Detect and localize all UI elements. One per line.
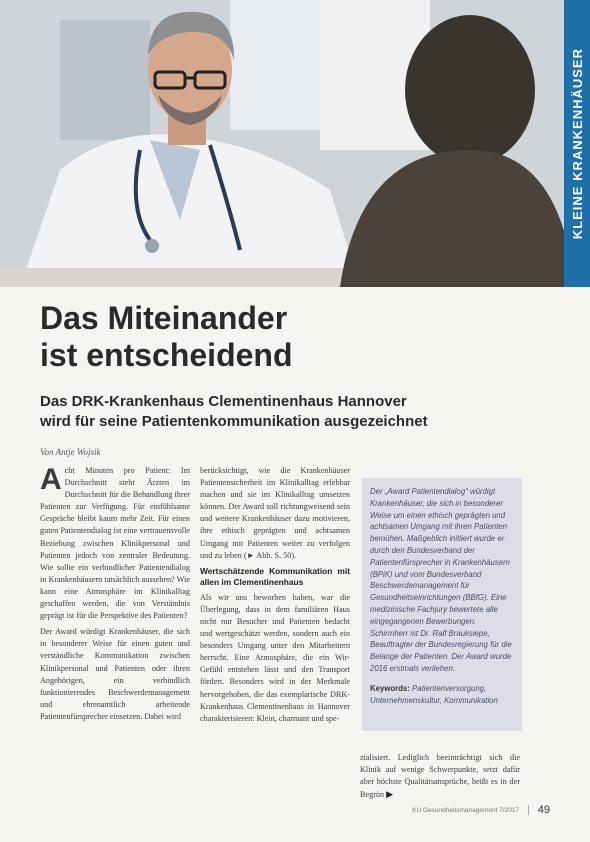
header-photo xyxy=(0,0,590,287)
column-3 xyxy=(360,752,520,805)
page-footer xyxy=(400,804,550,816)
subtitle-line-1: Das DRK-Krankenhaus Clementinenhaus Hannover xyxy=(40,393,407,410)
paragraph-text: cht Minuten pro Patient: Im Durchschnitt steht Ärzten im Durchschnitt für die Behandlung ihrer Patienten zur Verfügung. Für einfühlsame Gespräche bleibt kaum mehr Zeit. Für einen guten Patientendialog ist eine vertrauensvolle Beziehung zwischen Klinikpersonal und Patienten jedoch von zentraler Bedeutung. Wie sollte ein verbindlicher Patientendialog in Krankenhäusern tatsächlich aussehen? Wie kann eine Atmosphäre im Klinikalltag geschaffen werden, die von Verständnis geprägt ist für die Perspektive des Patienten? xyxy=(40,466,190,621)
info-box-text: Der „Award Patientendialog“ würdigt Krankenhäuser, die sich in besonderer Weise um einen ethisch geprägten und achtsamen Umgang mit ihren Patienten bemühen. Maßgeblich initiiert wurde er durch den Bundesverband der Patientenfürsprecher in Krankenhäusern (BPiK) und vom Bundesverband Beschwerdemanagement für Gesundheitseinrichtungen (BBfG). Eine medizinische Fachjury bewertete alle eingegangenen Bewerbungen. Schirmherr ist Dr. Ralf Brauksiepe, Beauftragter der Bundesregierung für die Belange der Patienten. Der Award wurde 2016 erstmals verliehen. xyxy=(370,487,512,673)
keywords-value: Patientenversorgung, Unternehmenskultur, Kommunikation xyxy=(370,683,498,705)
paragraph: berücksichtigt, wie die Krankenhäuser Patientensicherheit im Klinikalltag erlebbar machen und sie im Klinikalltag umsetzen können. Der Award soll richtungweisend sein und weitere Krankenhäuser dazu motivieren, ihre ethisch geprägten und achtsamen Umgang mit Patienten weiter zu verfolgen und zu leben (► Abb. S. 50). xyxy=(200,466,350,560)
article-subtitle xyxy=(40,392,540,432)
paragraph: Der Award würdigt Krankenhäuser, die sich in besonderer Weise für einen guten und verständliche Kommunikation zwischen Klinikpersonal und Patienten oder ihren Angehörigen, ein verbindlich funktionierendes Beschwerdemanagement und ehrenamtlich arbeitende Patientenfürsprecher einsetzen. Dabei wird xyxy=(40,627,190,721)
section-label: KLEINE KRANKENHÄUSER xyxy=(569,47,585,240)
journal-name: KU Gesundheitsmanagement 7/2017 xyxy=(412,806,520,814)
column-2 xyxy=(200,465,350,729)
author-byline: Von Antje Wojsik xyxy=(40,447,101,457)
footer-separator: | xyxy=(527,804,530,816)
column-1 xyxy=(40,465,190,727)
section-subheading: Wertschätzende Kommunikation mit allen im Clementinenhaus xyxy=(200,565,350,587)
title-line-2: ist entscheidend xyxy=(40,337,293,373)
continue-arrow-icon: ▶ xyxy=(386,789,394,800)
drop-cap: A xyxy=(40,463,62,496)
paragraph xyxy=(360,752,520,801)
paragraph xyxy=(40,465,190,622)
doctor-consultation-image xyxy=(0,0,590,287)
subtitle-line-2: wird für seine Patientenkommunikation ausgezeichnet xyxy=(40,413,428,430)
title-line-1: Das Miteinander xyxy=(40,300,288,336)
section-tab xyxy=(564,0,590,287)
keywords-label: Keywords: xyxy=(370,683,410,693)
paragraph: Als wir uns beworben haben, war die Überlegung, dass in dem familiären Haus nicht nur Besucher und Patienten bedacht und wertgeschätzt werden, sondern auch ein besonders Umgang unter den Mitarbeitern herrscht. Eine Atmosphäre, die ein Wir-Gefühl entstehen lässt und den Transport fördert. Besonders wird in der Merkmale hervorgehoben, die das exemplarische DRK-Krankenhaus Clementinenhaus in Hannover charakterisieren: Klein, charmant und spe- xyxy=(200,592,350,723)
page-number: 49 xyxy=(537,804,550,816)
article-title xyxy=(40,300,510,374)
paragraph-text: zialisiert. Lediglich beeinträchtigt sich die Klinik auf wenige Schwerpunkte, setzt dafür aber höchste Qualitätsansprüche, heißt es in der Begrün xyxy=(360,753,520,800)
info-box xyxy=(362,478,522,731)
keywords-line xyxy=(370,683,514,707)
